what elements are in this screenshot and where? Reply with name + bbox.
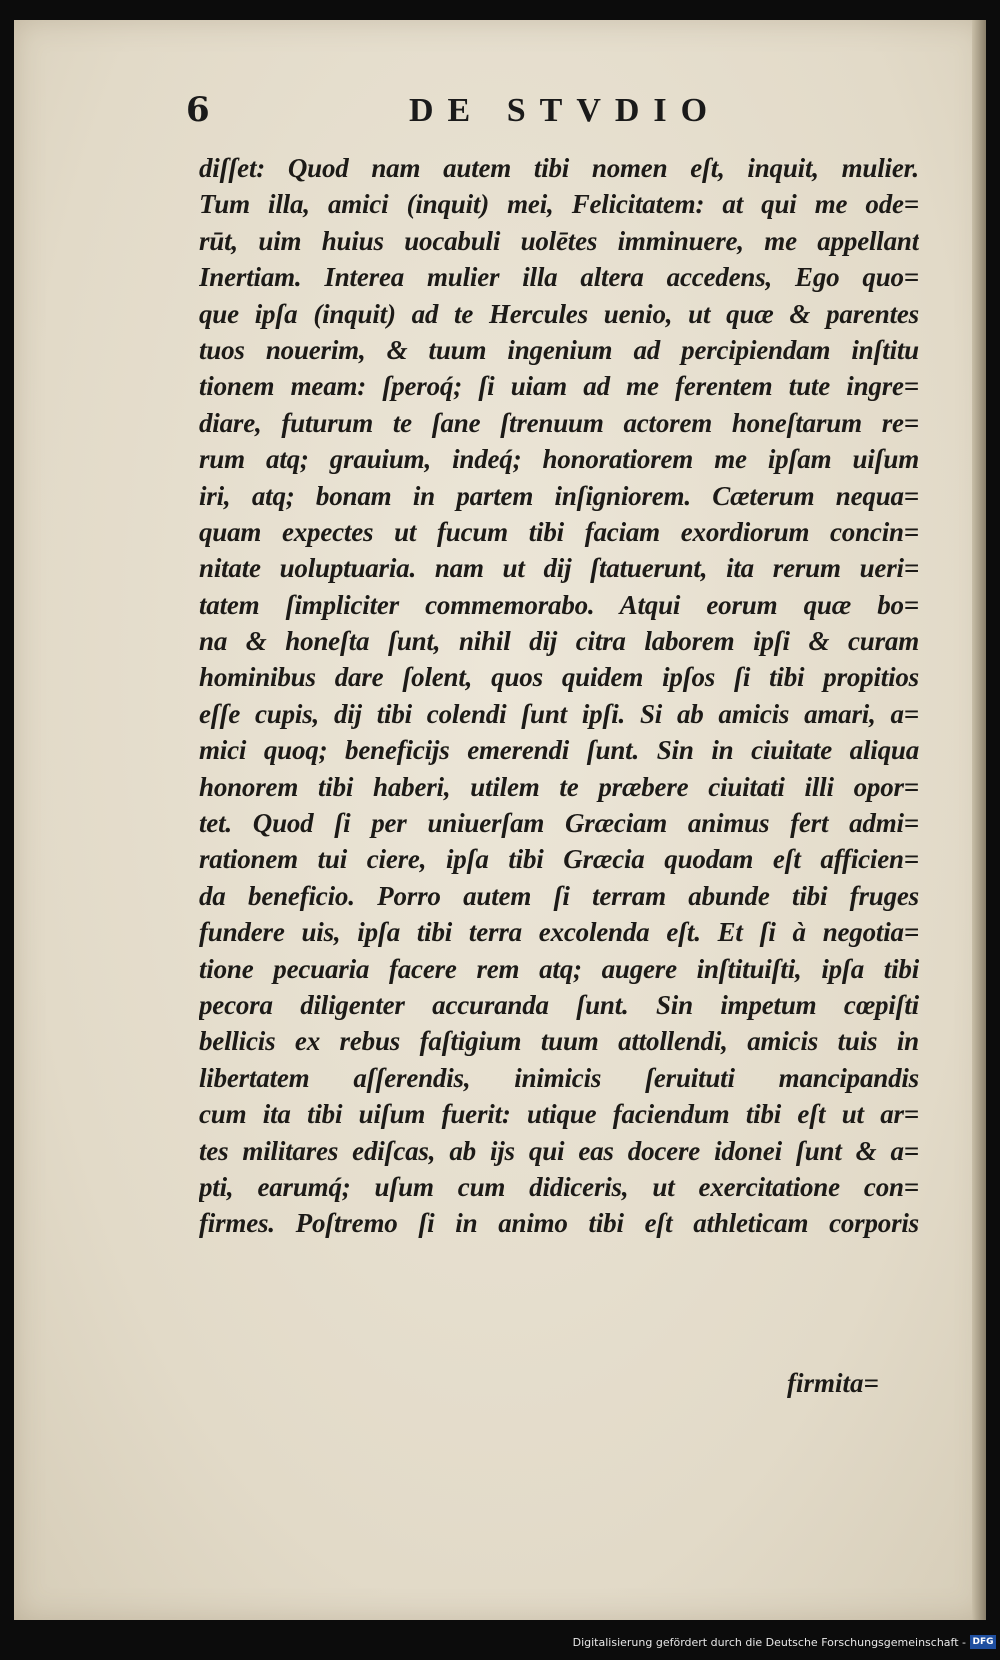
text-line: eſſe cupis, dij tibi colendi ſunt ipſi. Si ab amicis amari, a=	[199, 698, 919, 729]
text-line: quam expectes ut fucum tibi faciam exordiorum concin=	[199, 516, 919, 547]
text-line: da beneficio. Porro autem ſi terram abunde tibi fruges	[199, 880, 919, 911]
text-line: bellicis ex rebus faſtigium tuum attollendi, amicis tuis in	[199, 1026, 919, 1057]
text-line: tet. Quod ſi per uniuerſam Græciam animus fert admi=	[199, 808, 919, 839]
text-line: pti, earumq́; uſum cum didiceris, ut exercitatione con=	[199, 1171, 919, 1202]
text-line: tione pecuaria facere rem atq; augere inſtituiſti, ipſa tibi	[199, 953, 919, 984]
page-number: 6	[186, 90, 210, 130]
running-title: DE STVDIO	[409, 92, 722, 129]
text-line: rationem tui ciere, ipſa tibi Græcia quodam eſt afficien=	[199, 844, 919, 875]
running-head	[14, 90, 986, 150]
text-line: rūt, uim huius uocabuli uolētes imminuere, me appellant	[199, 225, 919, 256]
text-line: mici quoq; beneficijs emerendi ſunt. Sin in ciuitate aliqua	[199, 735, 919, 766]
text-line: firmes. Poſtremo ſi in animo tibi eſt athleticam corporis	[199, 1208, 919, 1239]
text-line: libertatem aſſerendis, inimicis ſeruituti mancipandis	[199, 1062, 919, 1093]
text-line: nitate uoluptuaria. nam ut dij ſtatuerunt, ita rerum ueri=	[199, 553, 919, 584]
text-line: que ipſa (inquit) ad te Hercules uenio, ut quæ & parentes	[199, 298, 919, 329]
text-line: iri, atq; bonam in partem inſigniorem. Cæterum nequa=	[199, 480, 919, 511]
text-line: tatem ſimpliciter commemorabo. Atqui eorum quæ bo=	[199, 589, 919, 620]
text-line: tes militares ediſcas, ab ijs qui eas docere idonei ſunt & a=	[199, 1135, 919, 1166]
funding-credit: Digitalisierung gefördert durch die Deutsche Forschungsgemeinschaft -	[572, 1636, 966, 1649]
text-line: na & honeſta ſunt, nihil dij citra laborem ipſi & curam	[199, 626, 919, 657]
catchword: firmita=	[787, 1368, 879, 1398]
text-line: Inertiam. Interea mulier illa altera accedens, Ego quo=	[199, 262, 919, 293]
digitization-footer	[0, 1628, 1000, 1660]
text-line: tionem meam: ſperoq́; ſi uiam ad me ferentem tute ingre=	[199, 371, 919, 402]
dfg-logo-icon: DFG	[970, 1635, 996, 1649]
text-line: hominibus dare ſolent, quos quidem ipſos ſi tibi propitios	[199, 662, 919, 693]
text-line: tuos nouerim, & tuum ingenium ad percipiendam inſtitu	[199, 334, 919, 365]
text-line: diare, futurum te ſane ſtrenuum actorem honeſtarum re=	[199, 407, 919, 438]
text-line: honorem tibi haberi, utilem te præbere ciuitati illi opor=	[199, 771, 919, 802]
text-line: diſſet: Quod nam autem tibi nomen eſt, inquit, mulier.	[199, 153, 919, 183]
text-line: rum atq; grauium, indeq́; honoratiorem me ipſam uiſum	[199, 444, 919, 475]
text-line: pecora diligenter accuranda ſunt. Sin impetum cœpiſti	[199, 989, 919, 1020]
body-text	[199, 150, 919, 1242]
text-line: fundere uis, ipſa tibi terra excolenda eſt. Et ſi à negotia=	[199, 917, 919, 948]
page-edge-shadow	[972, 20, 986, 1620]
book-page	[14, 20, 986, 1620]
text-line: cum ita tibi uiſum fuerit: utique faciendum tibi eſt ut ar=	[199, 1099, 919, 1130]
text-line: Tum illa, amici (inquit) mei, Felicitatem: at qui me ode=	[199, 189, 919, 220]
